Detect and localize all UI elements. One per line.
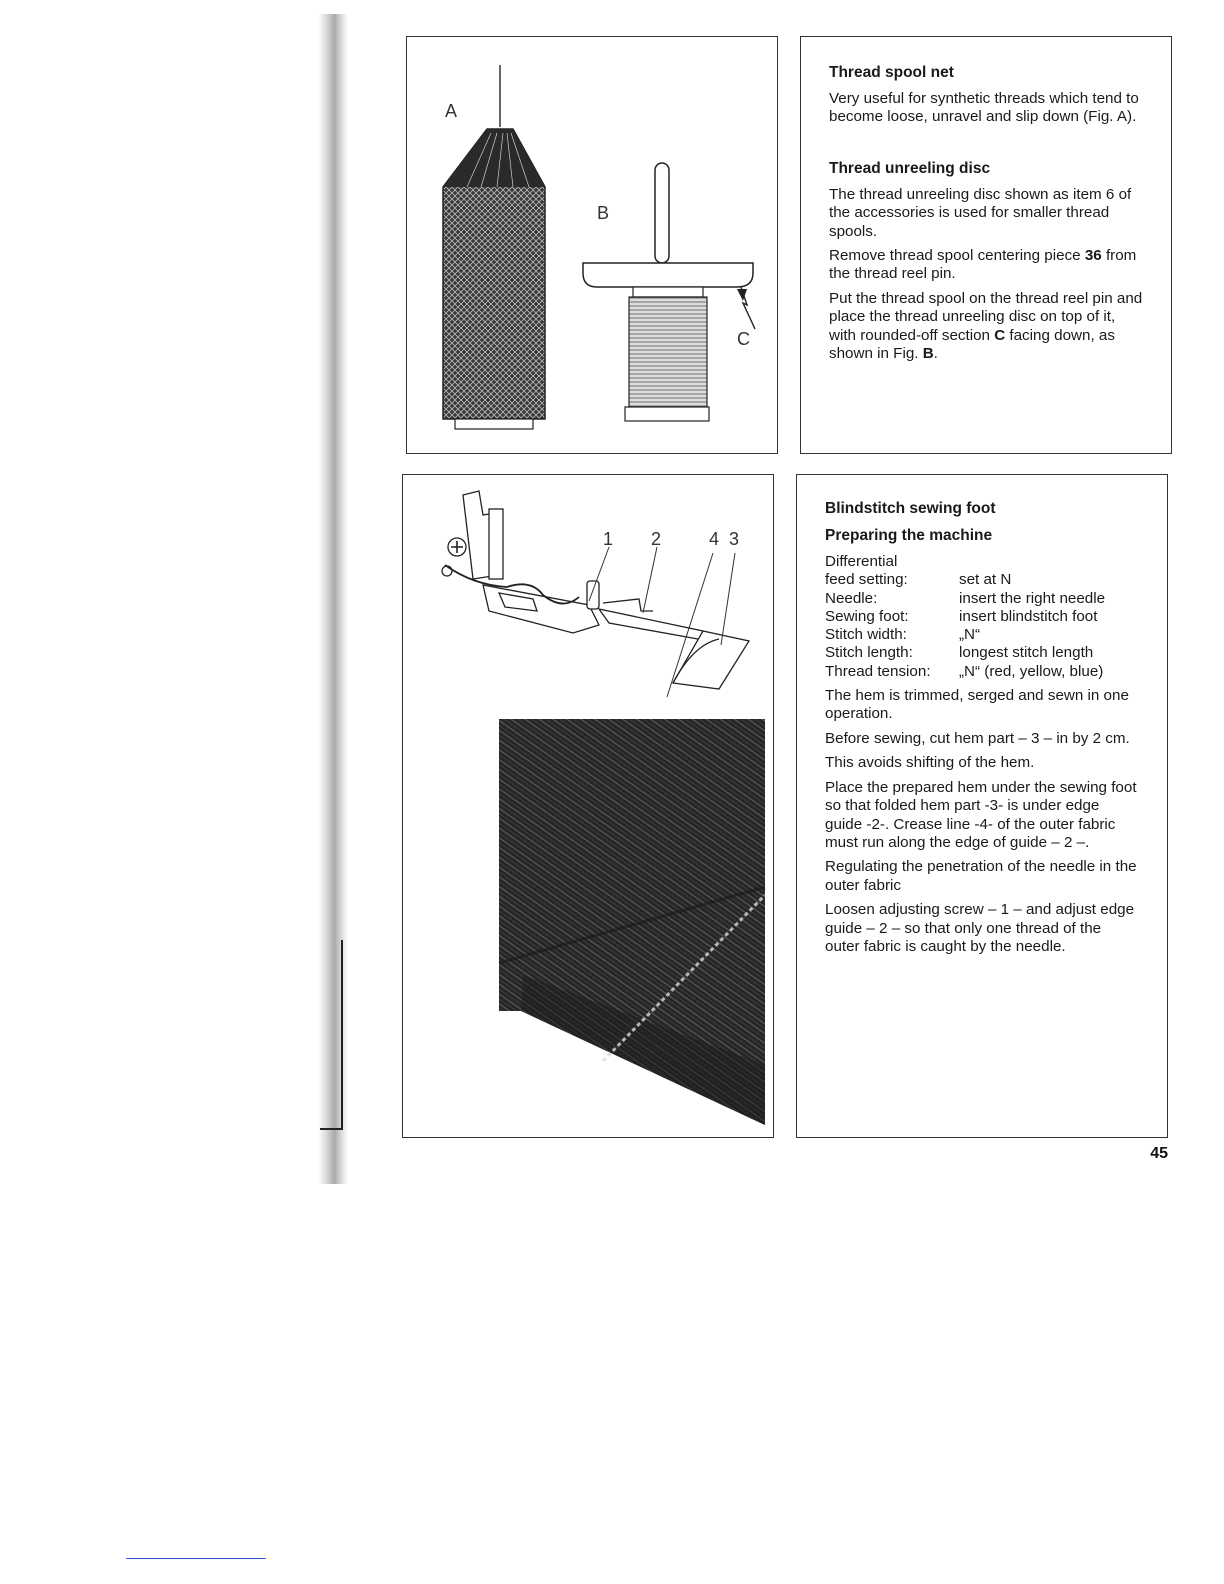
setting-label: Stitch width: (825, 626, 907, 644)
presser-foot-drawing (442, 491, 749, 689)
setting-value: set at N (959, 571, 1012, 589)
text-loosen-screw: Loosen adjusting screw – 1 – and adjust edge guide – 2 – so that only one thread of the outer fabric is caught by the needle. (825, 901, 1135, 955)
callout-2: 2 (651, 529, 662, 549)
text-panel-blindstitch (796, 474, 1168, 1138)
text-avoid-shifting: This avoids shifting of the hem. (825, 754, 1035, 772)
spool-illustration (407, 37, 777, 453)
setting-value: longest stitch length (959, 644, 1094, 662)
setting-label: Sewing foot: (825, 607, 909, 625)
text-place-hem: Place the prepared hem under the sewing foot so that folded hem part -3- is under edge guide -2-. Crease line -4- of the outer fabric must run along the edge of guide – 2 –. (825, 778, 1137, 851)
setting-label: feed setting: (825, 571, 908, 589)
setting-value: „N“ (959, 626, 981, 644)
page-number: 45 (1150, 1145, 1168, 1162)
setting-label: Thread tension: (825, 662, 931, 680)
figure-blindstitch-foot (402, 474, 774, 1138)
heading-preparing-machine: Preparing the machine (825, 527, 993, 544)
setting-value: insert blindstitch foot (959, 607, 1098, 625)
machine-settings-table (825, 553, 1139, 681)
text-cut-hem: Before sewing, cut hem part – 3 – in by 2 cm. (825, 729, 1130, 747)
figure-label-c: C (737, 329, 750, 349)
setting-label: Differential (825, 553, 898, 570)
heading-blindstitch-foot: Blindstitch sewing foot (825, 500, 996, 517)
setting-value: insert the right needle (959, 589, 1106, 607)
figure-spool-net-and-disc (406, 36, 778, 454)
text-panel-thread-accessories (800, 36, 1172, 454)
text-unreeling-disc-intro: The thread unreeling disc shown as item 6 of the accessories is used for smaller thread spools. (829, 185, 1132, 240)
setting-label: Stitch length: (825, 644, 913, 662)
binding-edge-foot (320, 1128, 342, 1130)
blindstitch-illustration (403, 475, 773, 1137)
heading-thread-spool-net: Thread spool net (829, 64, 954, 81)
callout-1: 1 (603, 529, 614, 549)
figure-label-a: A (445, 101, 458, 121)
text-place-disc: Put the thread spool on the thread reel pin and place the thread unreeling disc on top of it, with rounded-off section C facing down, as shown in Fig. B. (829, 289, 1143, 363)
text-remove-centering-piece: Remove thread spool centering piece 36 from the thread reel pin. (829, 247, 1137, 283)
unreeling-disc-b-drawing (583, 163, 755, 421)
text-thread-spool-net: Very useful for synthetic threads which tend to become loose, unravel and slip down (Fig. A). (829, 90, 1139, 126)
callout-3: 3 (729, 529, 740, 549)
fabric-photo (499, 719, 765, 1125)
setting-value (959, 553, 1139, 571)
text-hem-operation: The hem is trimmed, serged and sewn in one operation. (825, 687, 1129, 723)
setting-label: Needle: (825, 589, 878, 607)
text-regulating-penetration: Regulating the penetration of the needle in the outer fabric (825, 858, 1137, 894)
footer-rule (126, 1558, 266, 1559)
heading-thread-unreeling-disc: Thread unreeling disc (829, 159, 991, 177)
figure-label-b: B (597, 203, 610, 223)
binding-edge-line (341, 940, 343, 1130)
page-binding-shadow (318, 14, 348, 1184)
setting-value: „N“ (red, yellow, blue) (959, 662, 1104, 680)
callout-4: 4 (709, 529, 720, 549)
spool-net-a-drawing (443, 65, 545, 429)
